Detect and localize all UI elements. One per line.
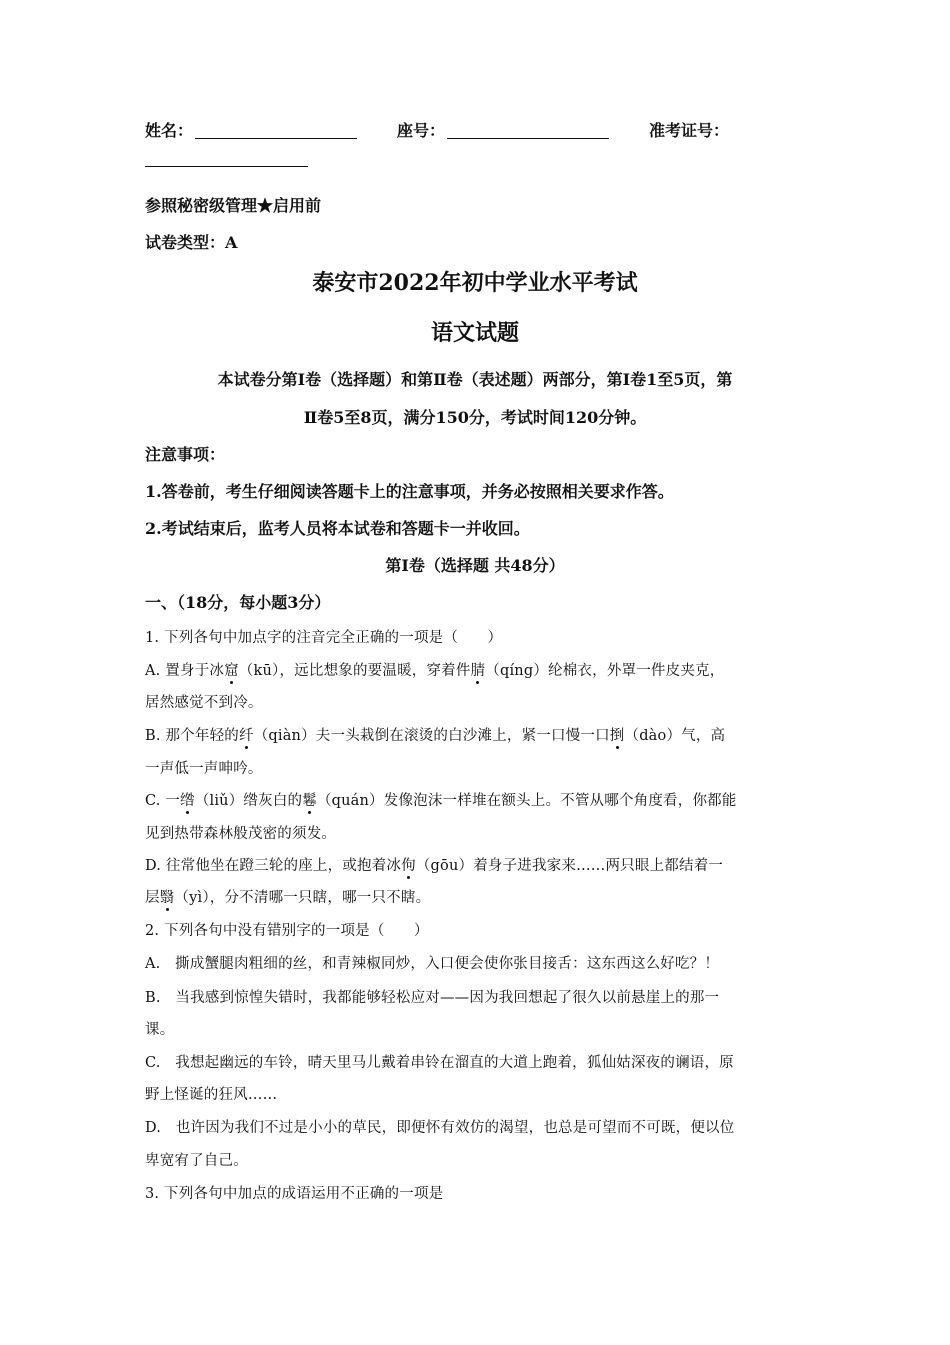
- q2-option-c-line-1: C. 我想起幽远的车铃，晴天里马儿戴着串铃在溜直的大道上跑着，狐仙姑深夜的谰语，原: [145, 1055, 734, 1071]
- q2-option-b-line-2: 课。: [145, 1022, 175, 1038]
- dotted-char: 腈: [470, 663, 486, 679]
- q1-stem: 1. 下列各句中加点字的注音完全正确的一项是（ ）: [145, 630, 503, 646]
- secrecy-label: 参照秘密级管理★启用前: [145, 196, 322, 215]
- q2-stem: 2. 下列各句中没有错别字的一项是（ ）: [145, 923, 429, 939]
- dotted-char: 纤: [238, 728, 254, 744]
- notice-label: 注意事项：: [145, 445, 226, 464]
- q3-stem: 3. 下列各句中加点的成语运用不正确的一项是: [145, 1186, 444, 1202]
- part-title: 一、（18分，每小题3分）: [145, 593, 331, 612]
- q2-option-b-line-1: B. 当我感到惊惶失错时，我都能够轻松应对——因为我回想起了很久以前悬崖上的那一: [145, 990, 720, 1006]
- q1-option-b-line-2: 一声低一声呻吟。: [145, 761, 263, 777]
- q1-option-d-line-1: D. 往常他坐在蹬三轮的座上，或抱着冰佝（gōu）着身子进我家来……两只眼上都结着一: [145, 858, 724, 874]
- q2-option-c-line-2: 野上怪诞的狂风……: [145, 1087, 278, 1103]
- exam-id-label: 准考证号：: [649, 121, 730, 140]
- name-blank: [195, 122, 357, 139]
- dotted-char: 窟: [224, 663, 239, 679]
- seat-blank: [447, 122, 609, 139]
- q1-option-a-line-2: 居然感觉不到冷。: [145, 695, 263, 711]
- exam-title: 泰安市2022年初中学业水平考试: [312, 270, 638, 296]
- notice-item-1: 1.答卷前，考生仔细阅读答题卡上的注意事项，并务必按照相关要求作答。: [145, 482, 674, 501]
- seat-label: 座号：: [397, 121, 446, 140]
- q2-option-d-line-2: 卑宽宥了自己。: [145, 1153, 248, 1169]
- intro-line-2: Ⅱ卷5至8页，满分150分，考试时间120分钟。: [303, 408, 647, 427]
- q1-option-d-line-2: 层翳（yì），分不清哪一只瞎，哪一只不瞎。: [145, 890, 431, 906]
- notice-item-2: 2.考试结束后，监考人员将本试卷和答题卡一并收回。: [145, 519, 530, 538]
- q2-option-a: A. 撕成蟹腿肉粗细的丝，和青辣椒同炒，入口便会使你张目接舌：这东西这么好吃？！: [145, 956, 720, 972]
- paper-type: 试卷类型：A: [145, 233, 238, 252]
- candidate-info-row: [145, 118, 729, 141]
- dotted-char: 捯: [609, 728, 625, 744]
- q1-option-b-line-1: B. 那个年轻的纤（qiàn）夫一头栽倒在滚烫的白沙滩上，紧一口慢一口捯（dào）气，高: [145, 728, 726, 744]
- q1-option-a-line-1: A. 置身于冰窟（kū），远比想象的要温暖，穿着件腈（qíng）纶棉衣，外罩一件皮夹克，: [145, 663, 725, 679]
- q1-option-c-line-1: C. 一绺（liǔ）绺灰白的鬈（quán）发像泡沫一样堆在额头上。不管从哪个角度看，你都能: [145, 793, 737, 809]
- intro-line-1: 本试卷分第Ⅰ卷（选择题）和第Ⅱ卷（表述题）两部分，第Ⅰ卷1至5页，第: [217, 370, 733, 389]
- exam-id-blank: [145, 166, 308, 167]
- name-label: 姓名：: [145, 121, 194, 140]
- q1-option-c-line-2: 见到热带森林般茂密的须发。: [145, 826, 337, 842]
- dotted-char: 佝: [401, 858, 416, 874]
- q2-option-d-line-1: D. 也许因为我们不过是小小的草民，即便怀有效仿的渴望，也总是可望而不可既，便以位: [145, 1120, 735, 1136]
- dotted-char: 翳: [159, 890, 175, 906]
- dotted-char: 鬈: [302, 793, 317, 809]
- exam-subtitle: 语文试题: [430, 320, 519, 346]
- dotted-char: 绺: [180, 793, 195, 809]
- section-title: 第Ⅰ卷（选择题 共48分）: [385, 556, 565, 575]
